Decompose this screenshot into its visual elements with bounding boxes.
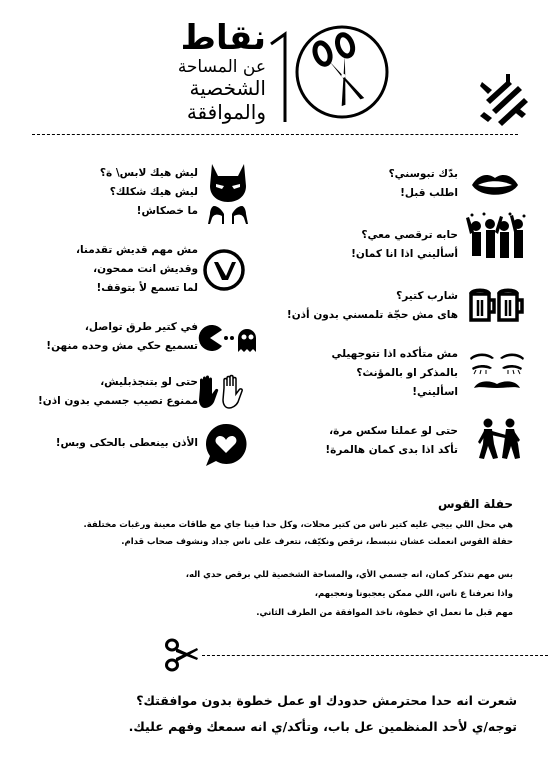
right-item-1-line-2: اطلب قبل!: [400, 187, 458, 199]
left-item-5-text: [56, 434, 198, 453]
beer-mugs-icon: [468, 288, 526, 322]
title-line-2: عن المساحة: [177, 57, 266, 77]
right-item-4-line-3: اسأليني!: [412, 386, 458, 398]
footer-line-2: توجه/ي لأحد المنظمين عل باب، وتأكد/ي انه سمعك وفهم عليك.: [128, 719, 517, 734]
right-item-5-line-1: حتى لو عملنا سكس مرة،: [329, 425, 458, 437]
right-item-2-line-2: أسأليني اذا انا كمان!: [351, 248, 458, 260]
catwoman-heels-icon: [204, 162, 252, 226]
cut-line: [202, 655, 548, 656]
left-item-5-line-1: الأذن بينعطى بالحكى وبس!: [55, 437, 198, 449]
right-item-2-line-1: حابه ترقصي معي؟: [361, 229, 458, 241]
logo-icon: [478, 72, 530, 128]
right-item-4-text: [331, 345, 458, 402]
body-paragraph-2: [186, 566, 513, 623]
left-item-3-text: [46, 318, 198, 356]
body-p2-line-1: بس مهم نتذكر كمان، انه جسمي الأي، والمساحة الشخصية للي برقص حدي اله،: [185, 570, 513, 580]
left-item-4-line-2: ممنوع تصيب جسمي بدون اذن!: [37, 395, 198, 407]
right-item-4-line-2: بالمذكر او بالمؤنث؟: [356, 367, 458, 379]
title-line-4: والموافقة: [186, 100, 266, 124]
left-item-1-line-3: ما خصكاش!: [136, 205, 198, 217]
right-item-1-text: [389, 165, 458, 203]
body-heading: حفلة القوس: [438, 497, 513, 511]
divider-top: [32, 134, 518, 135]
scissors-icon: [164, 638, 200, 672]
right-item-3-line-2: هاى مش حجّة تلمسني بدون أذن!: [286, 309, 458, 321]
scissors-circle-icon: [294, 24, 390, 120]
footer-text: [129, 688, 517, 740]
dancing-crowd-icon: [466, 212, 526, 262]
two-people-icon: [476, 418, 522, 460]
no-sign-icon: [202, 248, 246, 292]
title-line-3: الشخصية: [189, 76, 266, 100]
face-mustache-icon: [468, 352, 526, 398]
body-p2-line-3: مهم قبل ما نعمل اي خطوة، ناخذ الموافقة من الطرف الثاني.: [256, 608, 513, 618]
left-item-2-text: [76, 241, 198, 298]
title-line-1: نقاط: [180, 18, 266, 58]
left-item-2-line-1: مش مهم قديش تقدمنا،: [76, 244, 198, 256]
body-p1-line-1: هي محل اللي بيجي عليه كتير ناس من كتير محلات، وكل حدا فينا جاي مع طاقات معينة ورغبات مختلفة.: [83, 520, 513, 530]
left-item-3-line-1: في كتير طرق تواصل،: [84, 321, 198, 333]
right-item-3-text: [287, 287, 458, 325]
pacman-ghost-icon: [196, 324, 258, 354]
left-item-2-line-2: وقديش انت ممحون،: [93, 263, 198, 275]
number-one: [268, 30, 290, 124]
right-item-5-text: [325, 422, 458, 460]
heart-speech-bubble-icon: [204, 422, 248, 468]
left-item-1-line-2: ليش هيك شكلك؟: [109, 186, 198, 198]
right-item-1-line-1: بدّك تبوسني؟: [388, 168, 458, 180]
hands-icon: [194, 374, 248, 410]
right-item-2-text: [351, 226, 458, 264]
left-item-1-line-1: ليش هيك لابس\ ة؟: [99, 167, 198, 179]
lips-icon: [470, 170, 520, 200]
right-item-4-line-1: مش متأكده اذا تتوجهيلي: [331, 348, 458, 360]
left-item-2-line-3: لما تسمع لأ بتوقف!: [96, 282, 198, 294]
title-block: [160, 18, 266, 130]
body-p1-line-2: حفلة القوس انعملت عشان ننبسط، نرقص ونكيّف، نتعرف على ناس جداد ونشوف صحاب قدام.: [121, 537, 513, 547]
left-item-4-text: [38, 373, 198, 411]
footer-line-1: شعرت انه حدا محترمش حدودك او عمل خطوة بدون موافقتك؟: [136, 693, 517, 708]
right-item-5-line-2: تأكد اذا بدى كمان هالمرة!: [325, 444, 458, 456]
left-item-4-line-1: حتى لو بتنجذبليش،: [100, 376, 198, 388]
left-item-3-line-2: تسميع حكي مش وحده منهن!: [46, 340, 198, 352]
right-item-3-line-1: شارب كتير؟: [396, 290, 458, 302]
left-item-1-text: [100, 164, 198, 221]
body-p2-line-2: واذا تعرفنا ع ناس، اللي ممكن يعجبونا ونعجبهم،: [314, 589, 513, 599]
body-paragraph-1: [84, 517, 513, 551]
